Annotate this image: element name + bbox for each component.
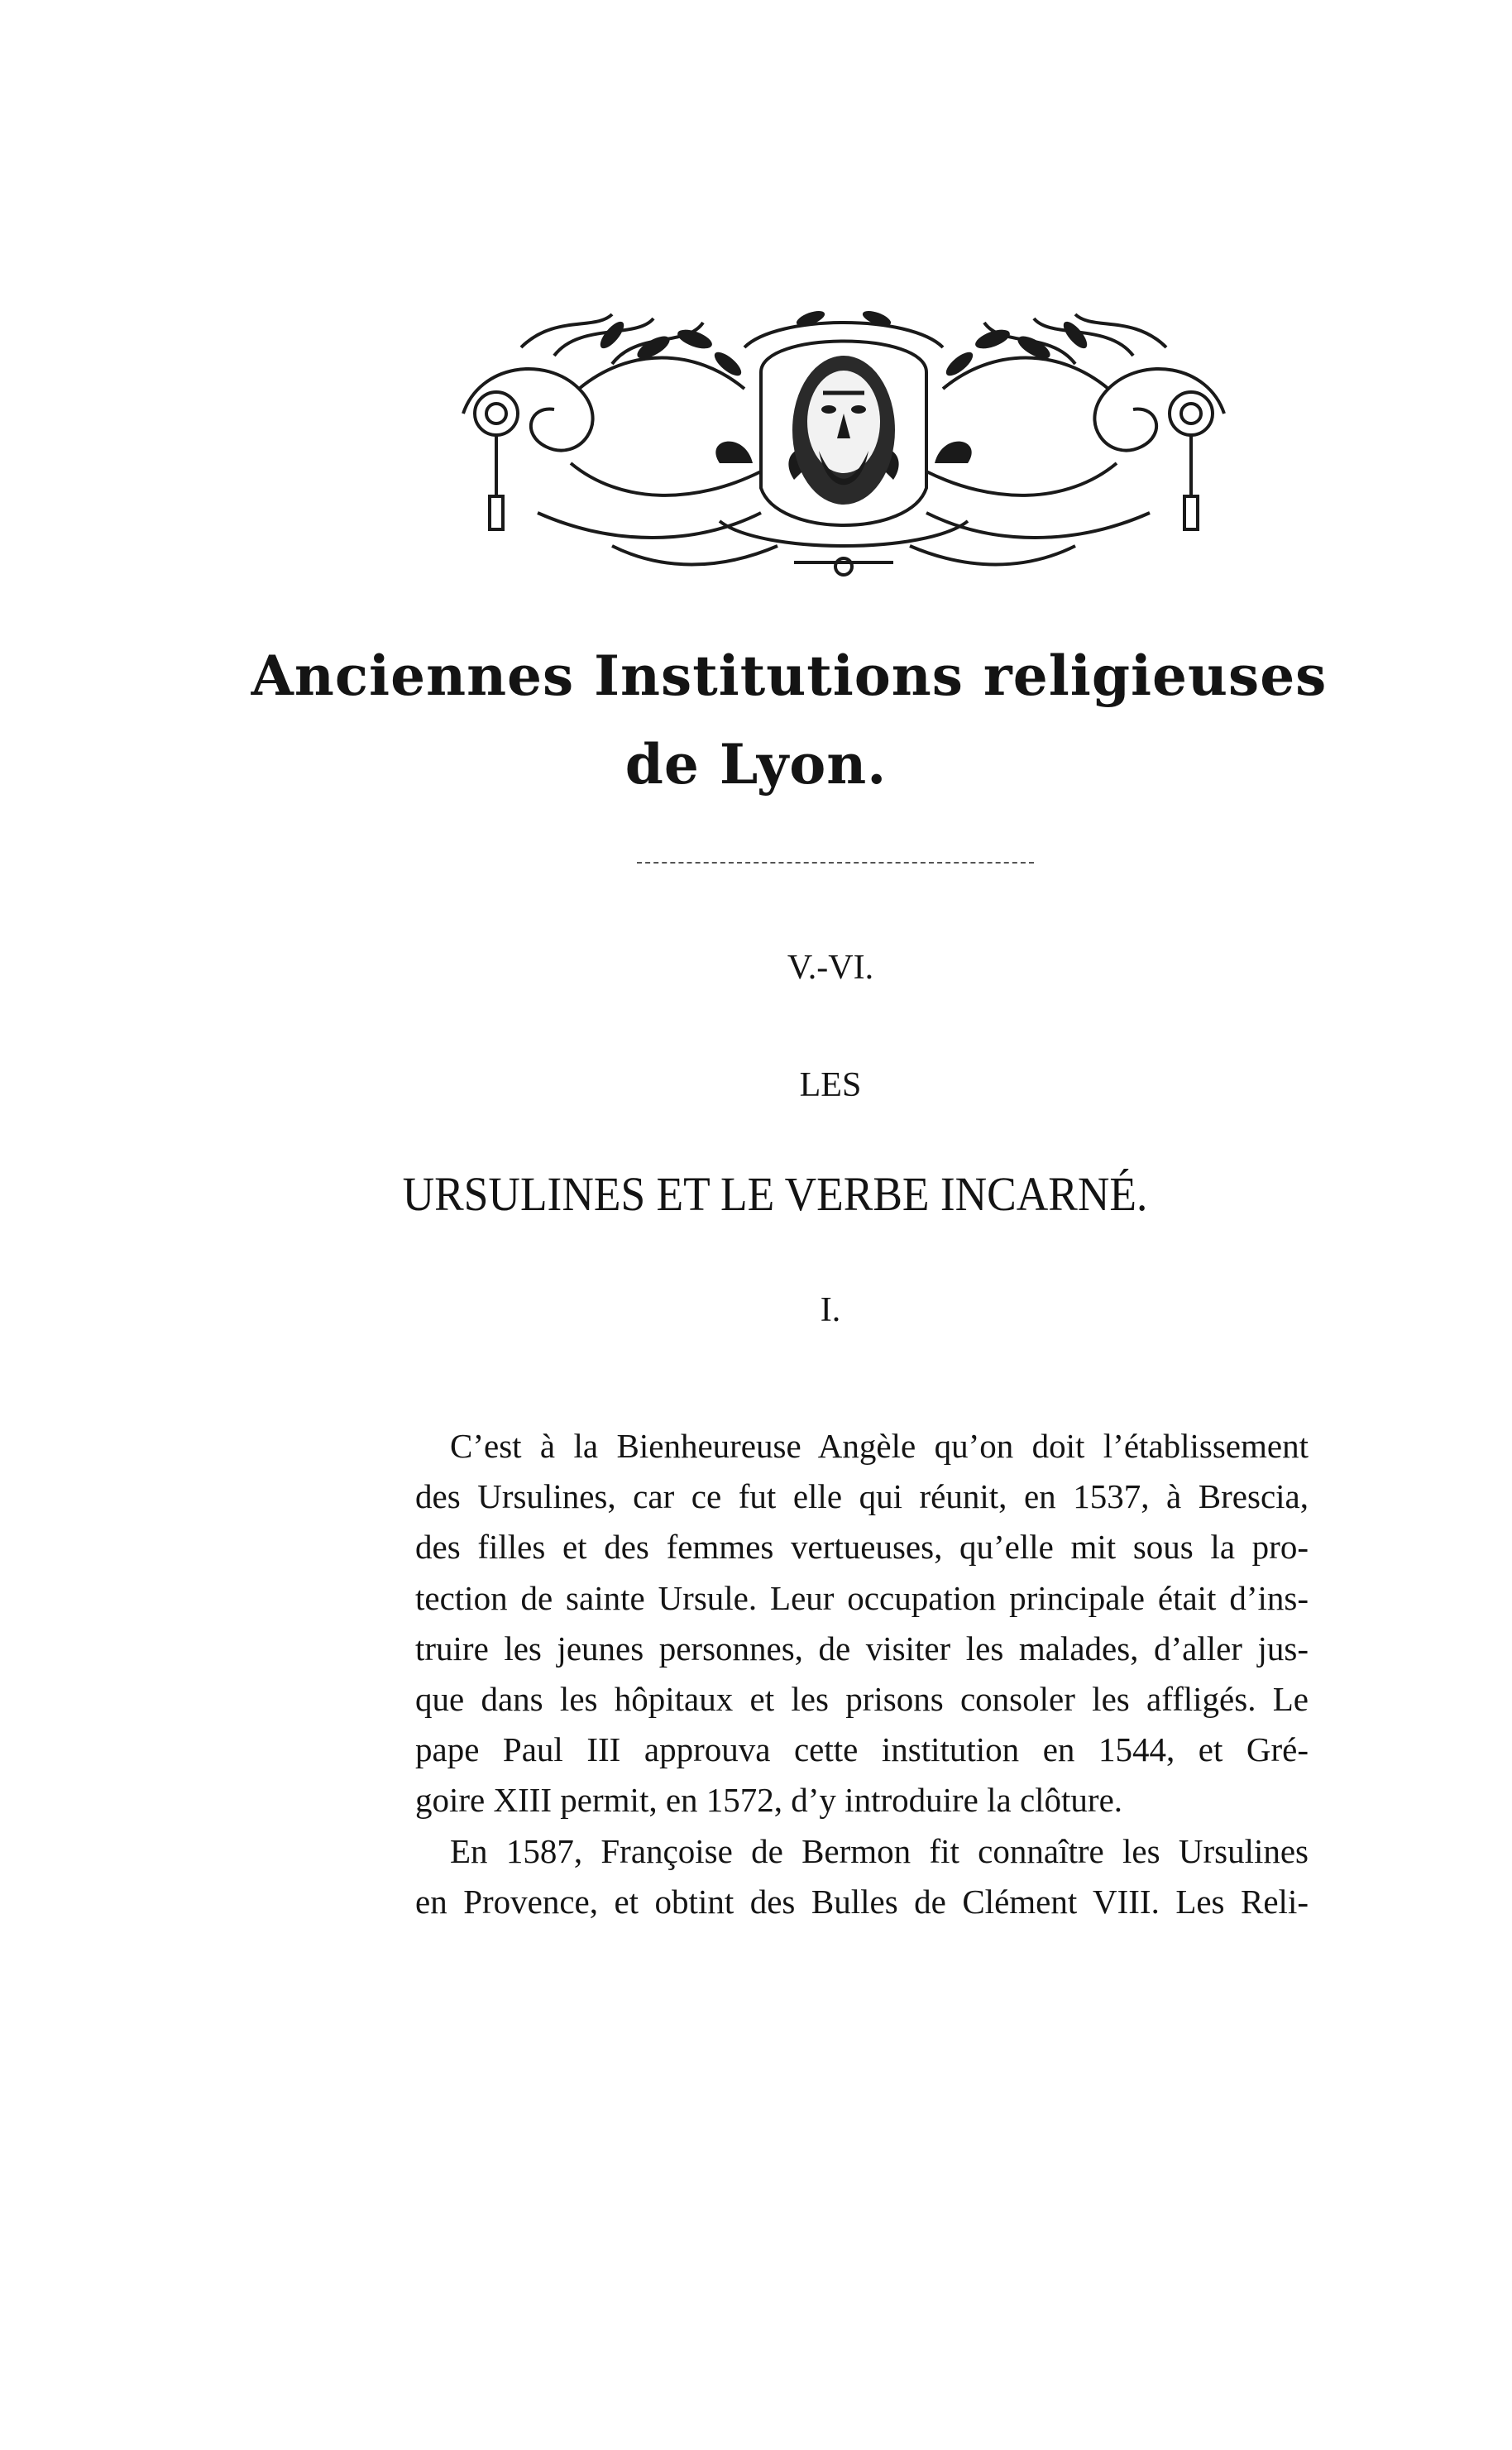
mascaron-face-icon — [792, 356, 895, 505]
document-title-line-1: Anciennes Institutions religieuses — [251, 644, 1328, 708]
title-divider-rule — [637, 862, 1034, 864]
subsection-number: I. — [820, 1291, 841, 1329]
text-line: des Ursulines, car ce fut elle qui réunit, en 1537, à Brescia, — [415, 1477, 1309, 1516]
section-number: V.-VI. — [787, 949, 874, 987]
decorative-headpiece-ornament — [447, 298, 1241, 579]
text-line: des filles et des femmes vertueuses, qu’elle mit sous la pro- — [415, 1528, 1309, 1567]
text-line: en Provence, et obtint des Bulles de Clément VIII. Les Reli- — [415, 1882, 1309, 1921]
text-line: tection de sainte Ursule. Leur occupation principale était d’ins- — [415, 1578, 1309, 1617]
text-line: truire les jeunes personnes, de visiter les malades, d’aller jus- — [415, 1629, 1309, 1668]
text-line: C’est à la Bienheureuse Angèle qu’on doit l’établissement — [450, 1427, 1309, 1465]
document-title-line-2: de Lyon. — [624, 732, 888, 797]
text-line: En 1587, Françoise de Bermon fit connaître les Ursulines — [450, 1831, 1309, 1870]
body-text — [415, 1421, 1309, 1927]
heading-prefix: LES — [799, 1066, 862, 1104]
text-line: goire XIII permit, en 1572, d’y introduire la clôture. — [415, 1781, 1123, 1820]
text-line: que dans les hôpitaux et les prisons consoler les affligés. Le — [415, 1680, 1309, 1719]
chapter-heading: URSULINES ET LE VERBE INCARNÉ. — [402, 1167, 1148, 1221]
text-line: pape Paul III approuva cette institution en 1544, et Gré- — [415, 1730, 1309, 1769]
